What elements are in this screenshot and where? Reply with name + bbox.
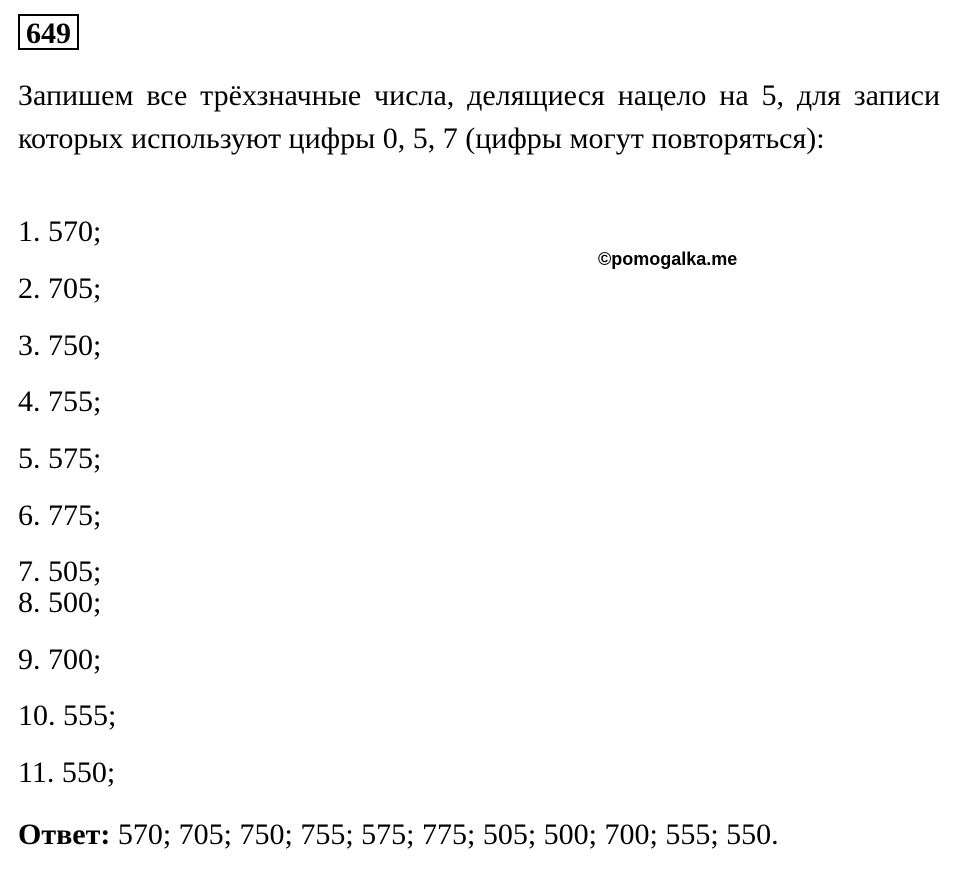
list-item-8: 8. 500; xyxy=(18,586,102,619)
list-item-2: 2. 705; xyxy=(18,272,102,305)
problem-number: 649 xyxy=(18,14,79,50)
list-item-4: 4. 755; xyxy=(18,385,102,418)
answer-text: 570; 705; 750; 755; 575; 775; 505; 500; 700; 555; 550. xyxy=(110,818,779,851)
list-item-1: 1. 570; xyxy=(18,215,102,248)
problem-statement: Запишем все трёхзначные числа, делящиеся нацело на 5, для записи которых используют цифры 0, 5, 7 (цифры могут повторяться): xyxy=(18,79,940,155)
list-item-7: 7. 505; xyxy=(18,555,102,588)
watermark: ©pomogalka.me xyxy=(598,249,738,269)
list-item-11: 11. 550; xyxy=(18,756,116,789)
answer-line xyxy=(18,815,779,855)
list-item-10: 10. 555; xyxy=(18,699,117,732)
list-item-3: 3. 750; xyxy=(18,329,102,362)
list-item-9: 9. 700; xyxy=(18,643,102,676)
list-item-6: 6. 775; xyxy=(18,499,102,532)
answer-label: Ответ: xyxy=(18,818,111,851)
list-item-5: 5. 575; xyxy=(18,442,102,475)
